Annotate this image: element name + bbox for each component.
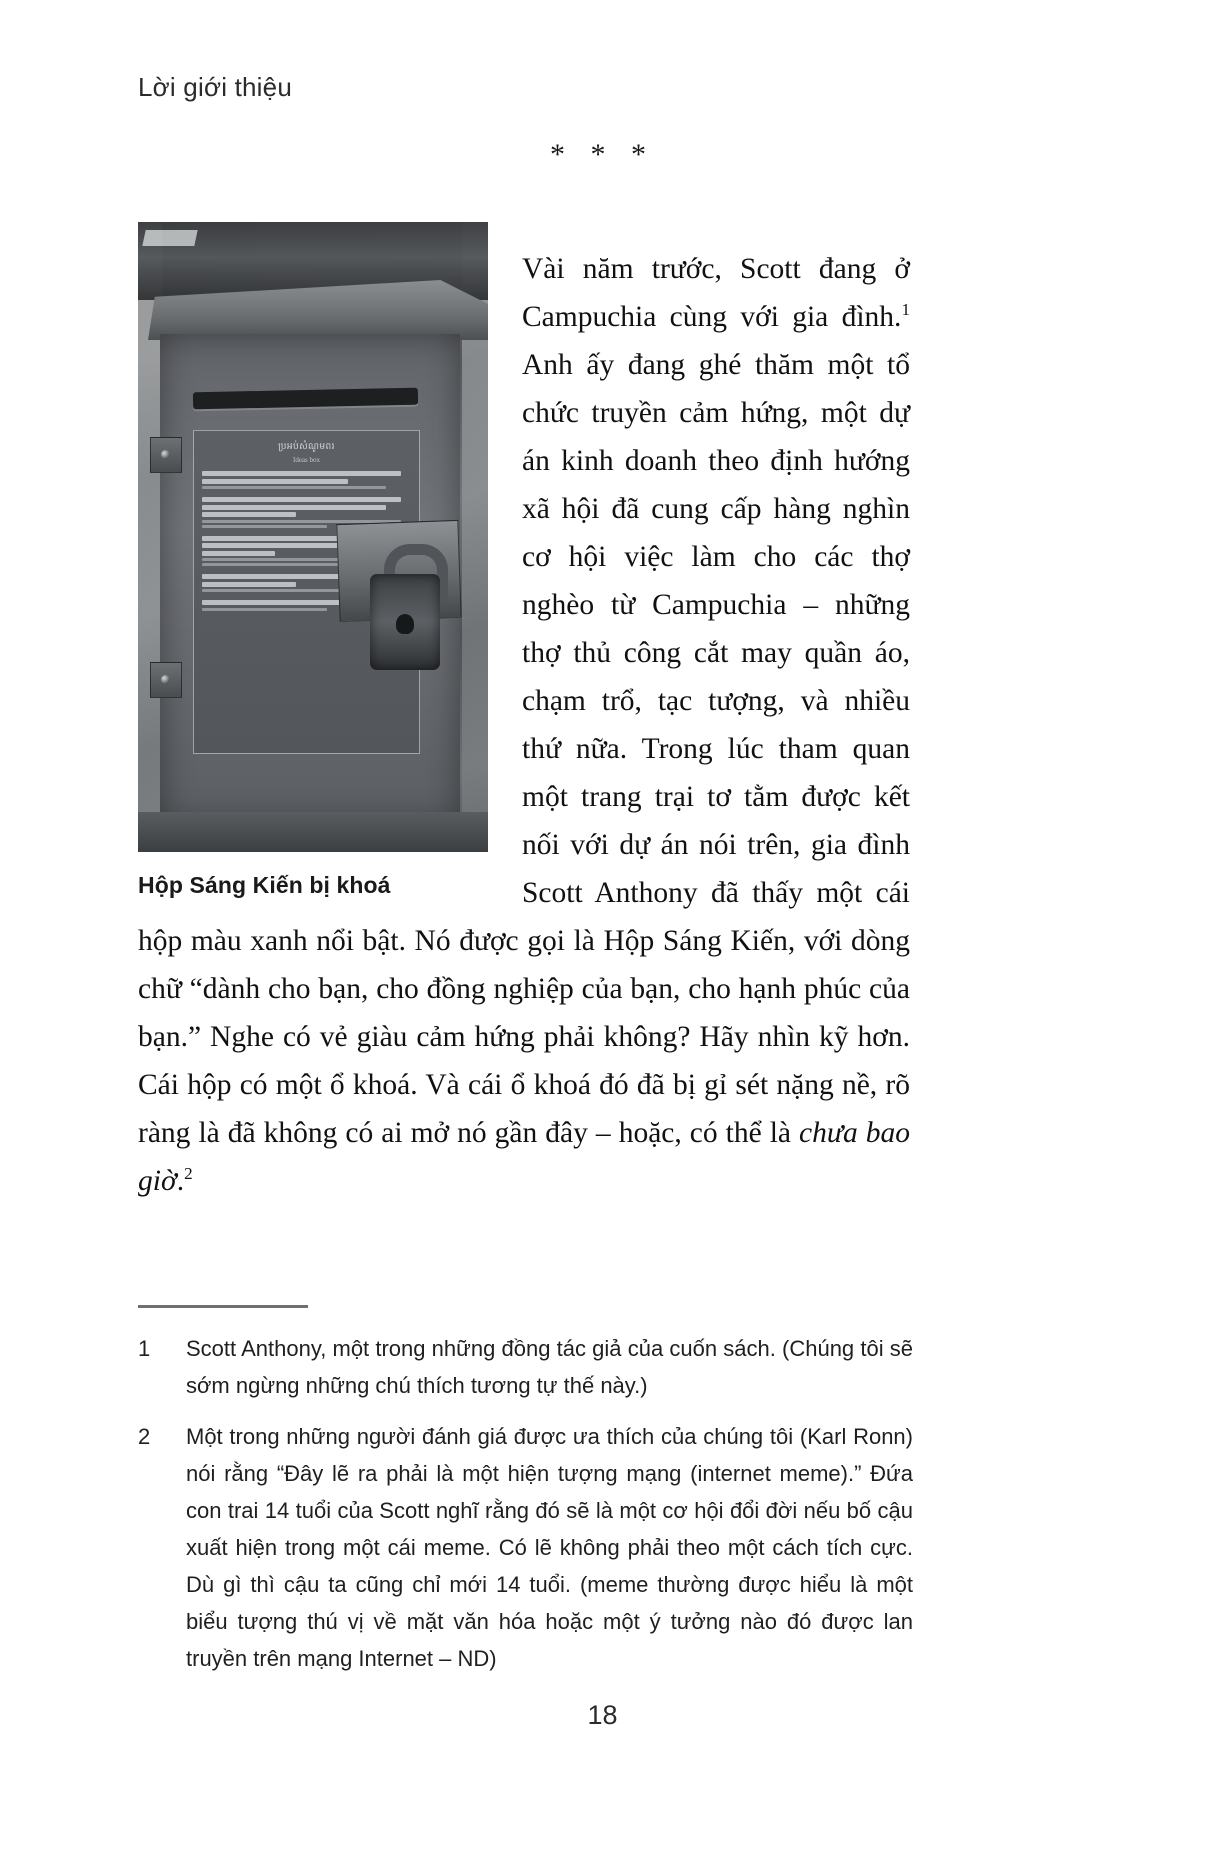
footnote-text: Một trong những người đánh giá được ưa thích của chúng tôi (Karl Ronn) nói rằng “Đây lẽ ra phải là một hiện tượng mạng (internet meme).” Đứa con trai 14 tuổi của Scott nghĩ rằng đó sẽ là một cơ hội đổi đời nếu bố cậu xuất hiện trong một cái meme. Có lẽ không phải theo một cách tích cực. Dù gì thì cậu ta cũng chỉ mới 14 tuổi. (meme thường được hiểu là một biểu tượng thú vị về mặt văn hóa hoặc một ý tưởng nào đó được lan truyền trên mạng Internet – ND) bbox=[186, 1424, 913, 1671]
photo-highlight-stripe bbox=[142, 230, 197, 246]
running-head: Lời giới thiệu bbox=[138, 72, 292, 102]
figure-caption: Hộp Sáng Kiến bị khoá bbox=[138, 872, 391, 898]
footnotes-area bbox=[138, 1330, 913, 1691]
footnote-text: Scott Anthony, một trong những đồng tác giả của cuốn sách. (Chúng tôi sẽ sớm ngừng những chú thích tương tự thế này.) bbox=[186, 1336, 913, 1398]
footnote-marker: 1 bbox=[138, 1336, 151, 1361]
plate-title-khmer: ប្រអប់សំណូមពរ bbox=[278, 442, 335, 452]
footnote-separator-rule bbox=[138, 1305, 308, 1308]
plate-title-english: Ideas box bbox=[292, 456, 321, 464]
paragraph-text-end: . bbox=[176, 1164, 185, 1197]
body-block bbox=[138, 215, 910, 1234]
footnote-ref-1[interactable]: 1 bbox=[901, 299, 910, 319]
paragraph-text-part-2: Anh ấy đang ghé thăm một tổ chức truyền cảm hứng, một dự án kinh doanh theo định hướng xã hội đã cung cấp hàng nghìn cơ hội việc làm cho các thợ nghèo từ Campuchia – những thợ thủ công cắt may quần áo, chạm trổ, tạc tượng, và nhiều thứ nữa. Trong lúc tham quan một trang trại tơ tằm được kết nối với dự án nói trên, gia đình Scott Anthony đã thấy một cái hộp màu xanh nổi bật. Nó được gọi là Hộp Sáng Kiến, với dòng chữ “dành cho bạn, cho đồng nghiệp của bạn, cho hạnh phúc của bạn.” Nghe có vẻ giàu cảm hứng phải không? Hãy nhìn kỹ hơn. Cái hộp có một ổ khoá. Và cái ổ khoá đó đã bị gỉ sét nặng nề, rõ ràng là đã không có ai mở nó gần đây – hoặc, có thể là bbox=[138, 348, 910, 1149]
page-number: 18 bbox=[587, 1700, 618, 1730]
footnote-ref-2[interactable]: 2 bbox=[184, 1163, 193, 1183]
paragraph-text-part-1: Vài năm trước, Scott đang ở Campuchia cùng với gia đình. bbox=[522, 252, 910, 333]
plate-paragraph-1 bbox=[202, 471, 411, 489]
box-hinge-top bbox=[150, 437, 182, 473]
padlock-keyhole bbox=[396, 614, 414, 634]
section-separator: * * * bbox=[550, 138, 655, 171]
figure bbox=[138, 222, 488, 899]
ideas-box-photo bbox=[138, 222, 488, 852]
photo-bottom-shadow bbox=[138, 812, 488, 852]
box-hinge-bottom bbox=[150, 662, 182, 698]
footnote-marker: 2 bbox=[138, 1424, 151, 1449]
paragraph-italic-phrase: chưa bao giờ bbox=[138, 1116, 911, 1197]
footnote-item bbox=[138, 1418, 913, 1677]
footnote-item bbox=[138, 1330, 913, 1404]
